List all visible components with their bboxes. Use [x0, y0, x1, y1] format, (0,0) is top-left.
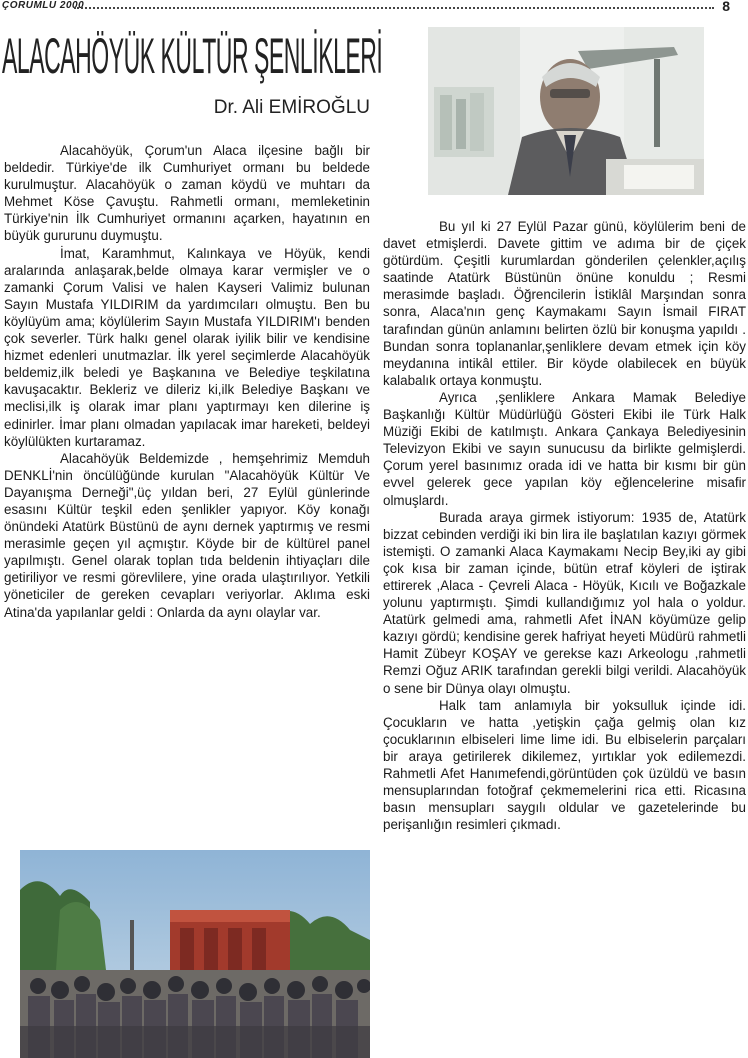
- article-author: Dr. Ali EMİROĞLU: [213, 97, 370, 118]
- right-column: [383, 218, 746, 833]
- festival-crowd-photo: [20, 850, 370, 1058]
- paragraph: Halk tam anlamıyla bir yoksulluk içinde idi. Çocukların ve hatta ,yetişkin çağa gelmiş olan kız çocuklarının elbiseleri lime lime idi. Bu elbiselerin parçaları bir araya getirilerek dikilemez, yırtıklar yok edilemezdi. Rahmetli Afet Hanımefendi,görüntüden çok üzüldü ve basın mensuplarından fotoğraf çekmemelerini rica etti. Ricasına basın mensupları saygılı oldular ve gazetelerinde bu perişanlığın resimleri çıkmadı.: [383, 697, 746, 833]
- paragraph: İmat, Karamhmut, Kalınkaya ve Höyük, kendi aralarında anlaşarak,belde olmaya karar vermişler ve o zamanki Çorum Valisi ve halen Kayseri Valimiz bulunan Sayın Mustafa YILDIRIM da yardımcıları olmuştu. Ben bu köylüyüm ama; köylülerim Sayın Mustafa YILDIRIM'ı benden çok severler. Türk halkı genel olarak iyilik bilir ve kendisine hizmet edenleri unutmazlar. İlk yerel seçimlerde Alacahöyük beldemiz,ilk beledi ye Başkanına ve Belediye teşkilatına kavuşacaktır. Bekleriz ve dileriz ki,ilk Belediye Başkanı ve meclisi,ilk iş olarak imar planı yaptırmayı ken dilerine iş edinirler. İmar planı olmadan yapılacak imar hareketi, beldeyi köylülükten kurtaramaz.: [4, 245, 370, 449]
- paragraph: Alacahöyük, Çorum'un Alaca ilçesine bağlı bir beldedir. Türkiye'de ilk Cumhuriyet ormanı bu beldede kurulmuştur. Alacahöyük o zaman köydü ve muhtarı da Mehmet Köse Çavuştu. Rahmetli ormanı, memleketinin Türkiye'nin İlk Cumhuriyet ormanını açarken, hayatının en büyük gururunu duymuştu.: [4, 143, 370, 244]
- page-number: 8: [722, 0, 730, 14]
- author-portrait-photo: [428, 27, 704, 195]
- paragraph: Bu yıl ki 27 Eylül Pazar günü, köylülerim beni de davet etmişlerdi. Davete gittim ve adıma bir de çiçek götürdüm. Çeşitli kurumlardan gönderilen çelenkler,açılış saatinde Atatürk Büstünün önüne konuldu ; Resmi merasimde başladı. Öğrencilerin İstiklâl Marşından sonra sonra, Alaca'nın genç Kaymakamı Sayın İsmail FIRAT tarafından günün anlamını belirten özlü bir konuşma yapıldı . Bundan sonra toplananlar,şenliklere devam etmek için köy meydanına intikâl ettiler. Bir köyde olabilecek en büyük kalabalık ortaya konmuştu.: [383, 219, 746, 388]
- article-title: ALACAHÖYÜK KÜLTÜR ŞENLİKLERİ: [2, 28, 383, 84]
- left-column: [4, 142, 370, 621]
- paragraph: Burada araya girmek istiyorum: 1935 de, Atatürk bizzat cebinden verdiği iki bin lira ile başlatılan kazıyı görmek istemişti. O zamanki Alaca Kaymakamı Necip Bey,iki ay gibi çok kısa bir zaman içinde, bütün etraf köyleri de iştirak ettirerek ,Alaca - Çevreli Alaca - Höyük, Kıcılı ve Boğazkale yolunu yaptırmıştı. Şimdi kullandığımız yol hala o yoldur. Atatürk gelmedi ama, rahmetli Afet İNAN köyümüze gelip kazıyı gördü; kendisine gerek hafriyat heyeti Müdürü rahmetli Hamit Zübeyr KOŞAY ve gerekse kazı Arkeologu ,rahmetli Remzi Oğuz ARIK tarafından gerekli bilgi verildi. Alacahöyük o sene bir Dünya olayı olmuştu.: [383, 509, 746, 696]
- paragraph: Alacahöyük Beldemizde , hemşehrimiz Memduh DENKLİ'nin öncülüğünde kurulan "Alacahöyük Kültür Ve Dayanışma Derneği",üç yıldan beri, 27 Eylül günlerinde esasını Kültür teşkil eden şenlikler yapıyor. Köy konağı önündeki Atatürk Büstünü de aynı dernek yaptırmış ve resmi merasimle geçen yıl açmıştır. Köyde bir de kültürel panel yapılmıştı. Genel olarak toplan tıda beldenin ihtiyaçları dile getiriliyor ve resmi görevlilere, yine orada ulaştırılıyor. Yetkili yöneticiler de gereken cevapları veriyorlar. Aklıma eski Atina'da yapılanlar geldi : Onlarda da aynı olaylar var.: [4, 450, 370, 620]
- header-dotted-rule: [74, 7, 714, 9]
- running-title: ÇORUMLU 2000: [2, 0, 85, 11]
- paragraph: Ayrıca ,şenliklere Ankara Mamak Belediye Başkanlığı Kültür Müdürlüğü Gösteri Ekibi ile Türk Halk Müziği Ekibi de katılmıştı. Ankara Çankaya Belediyesinin Televizyon Ekibi ve sayın sunucusu da birlikte gelmişlerdi. Çorum yerel basınımız orada idi ve hatta bir kısmı bir gün evvel gelerek gece yapılan köy eğlencelerine misafir olmuşlardı.: [383, 389, 746, 508]
